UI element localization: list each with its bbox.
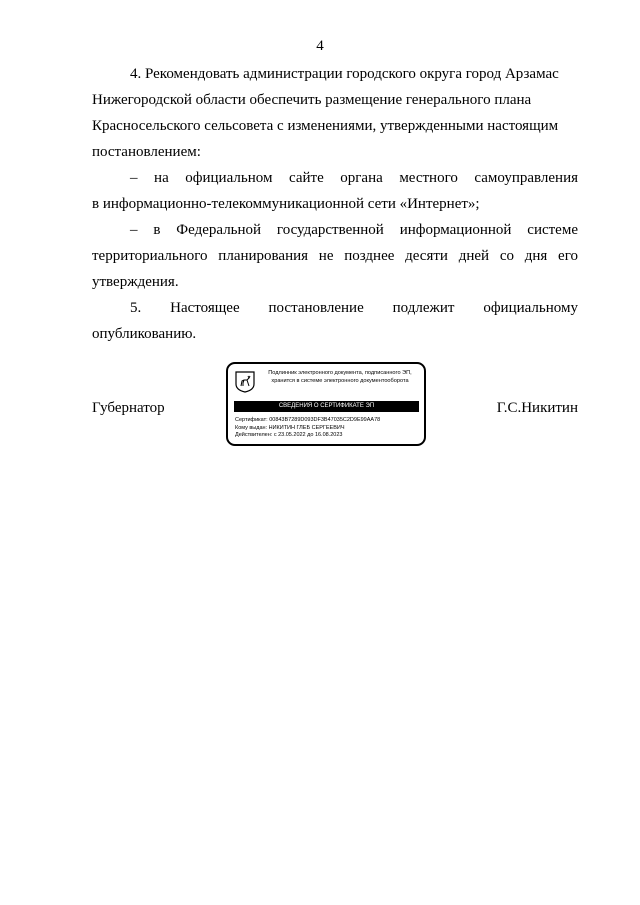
paragraph-bullet-fgis <box>92 217 578 295</box>
stamp-header: СВЕДЕНИЯ О СЕРТИФИКАТЕ ЭП <box>234 401 419 412</box>
text-line: 4. Рекомендовать администрации городского округа город Арзамас <box>130 66 559 82</box>
certificate-owner: Кому выдан: НИКИТИН ГЛЕБ СЕРГЕЕВИЧ <box>235 424 345 431</box>
paragraph-5 <box>92 295 578 347</box>
certificate-validity: Действителен: с 23.05.2022 до 16.08.2023 <box>235 432 343 438</box>
text-line: 5. Настоящее постановление подлежит официальному <box>130 300 578 316</box>
text-line: – в Федеральной государственной информационной системе <box>130 222 578 238</box>
text-line: территориального планирования не позднее десяти дней со дня его <box>92 248 578 264</box>
paragraph-4 <box>92 61 578 165</box>
stamp-note <box>258 369 422 385</box>
signer-role: Губернатор <box>92 400 165 416</box>
text-line: в информационно-телекоммуникационной сети «Интернет»; <box>92 196 480 212</box>
stamp-note-line: Подлинник электронного документа, подписанного ЭП, <box>268 370 412 376</box>
text-line: Нижегородской области обеспечить размещение генерального плана <box>92 92 532 108</box>
text-line: постановлением: <box>92 144 201 160</box>
text-line: Красносельского сельсовета с изменениями, утвержденными настоящим <box>92 118 559 134</box>
stamp-details <box>235 417 380 440</box>
certificate-number: Сертификат: 00843B7289D093DF3B47035C2D9E99AA78 <box>235 417 381 423</box>
text-line: – на официальном сайте органа местного самоуправления <box>130 170 578 186</box>
nizhny-novgorod-deer-emblem-icon <box>235 371 255 393</box>
paragraph-bullet-website <box>92 165 578 217</box>
signature-row <box>92 362 578 448</box>
page-number: 4 <box>316 38 324 54</box>
text-line: утверждения. <box>92 274 179 290</box>
text-line: опубликованию. <box>92 326 197 342</box>
electronic-signature-stamp <box>226 362 426 446</box>
signer-name: Г.С.Никитин <box>496 400 578 416</box>
stamp-note-line: хранится в системе электронного документооборота <box>271 378 409 384</box>
document-body <box>92 61 578 347</box>
